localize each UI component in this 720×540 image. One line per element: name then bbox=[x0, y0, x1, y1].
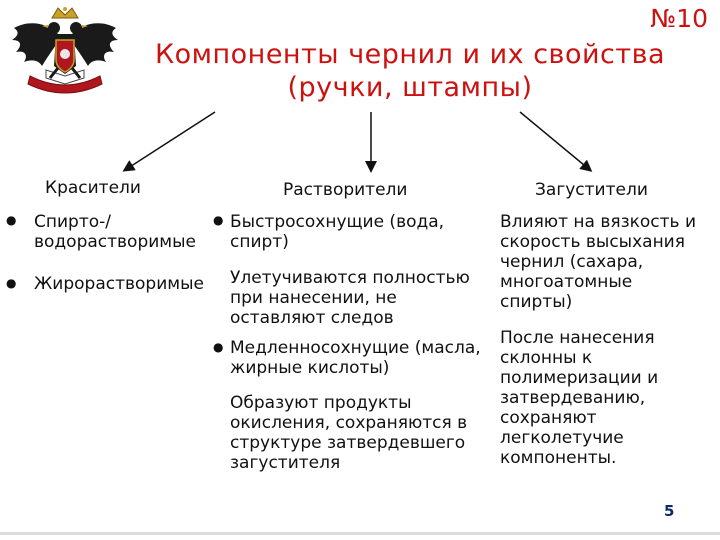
solvents-fast-note-line-1: Улетучиваются полностью bbox=[230, 268, 470, 288]
thickeners-text2-line-1: После нанесения bbox=[500, 328, 655, 348]
thickeners-text2-line-3: полимеризации и bbox=[500, 368, 659, 388]
solvents-fast-line-1: Быстросохнущие (вода, bbox=[230, 212, 445, 232]
solvents-slow-note-line-1: Образуют продукты bbox=[230, 393, 412, 413]
thickeners-text1-line-2: скорость высыхания bbox=[500, 232, 685, 252]
solvents-fast-note-line-2: при нанесении, не bbox=[230, 288, 397, 308]
bullet-dot-icon: ● bbox=[6, 213, 17, 227]
thickeners-text2-line-2: склонны к bbox=[500, 348, 593, 368]
solvents-fast-note-line-3: оставляют следов bbox=[230, 308, 394, 328]
page-number: 5 bbox=[664, 502, 675, 520]
dyes-heading: Красители bbox=[45, 178, 141, 198]
slide-number: №10 bbox=[650, 4, 708, 33]
solvents-slow-note-line-4: загустителя bbox=[230, 453, 341, 473]
thickeners-text2-line-4: затвердеванию, bbox=[500, 388, 646, 408]
thickeners-text2-line-6: легколетучие bbox=[500, 428, 624, 448]
title-line-1: Компоненты чернил и их свойства bbox=[154, 39, 666, 70]
thickeners-text2-line-7: компоненты. bbox=[500, 448, 617, 468]
footer-divider bbox=[0, 532, 720, 535]
solvents-slow-note-line-2: окисления, сохраняются в bbox=[230, 413, 468, 433]
thickeners-heading: Загустители bbox=[535, 180, 648, 200]
solvents-slow-line-2: жирные кислоты) bbox=[230, 358, 390, 378]
solvents-slow-line-1: Медленносохнущие (масла, bbox=[230, 338, 481, 358]
arrow-to-dyes bbox=[125, 112, 215, 170]
bullet-dot-icon: ● bbox=[213, 213, 224, 227]
bullet-dot-icon: ● bbox=[213, 340, 224, 354]
dyes-item-1-line-1: Спирто-/ bbox=[34, 212, 111, 232]
bullet-dot-icon: ● bbox=[6, 276, 17, 290]
dyes-item-2: Жирорастворимые bbox=[34, 274, 204, 294]
thickeners-text1-line-5: спирты) bbox=[500, 292, 573, 312]
title-line-2: (ручки, штампы) bbox=[287, 72, 533, 103]
thickeners-text2-line-5: сохраняют bbox=[500, 408, 597, 428]
solvents-heading: Растворители bbox=[283, 180, 408, 200]
solvents-fast-line-2: спирт) bbox=[230, 232, 289, 252]
dyes-item-1-line-2: водорастворимые bbox=[34, 232, 196, 252]
solvents-slow-note-line-3: структуре затвердевшего bbox=[230, 433, 466, 453]
thickeners-text1-line-4: многоатомные bbox=[500, 272, 633, 292]
thickeners-text1-line-1: Влияют на вязкость и bbox=[500, 212, 697, 232]
arrow-to-thickeners bbox=[520, 112, 590, 170]
thickeners-text1-line-3: чернил (сахара, bbox=[500, 252, 644, 272]
